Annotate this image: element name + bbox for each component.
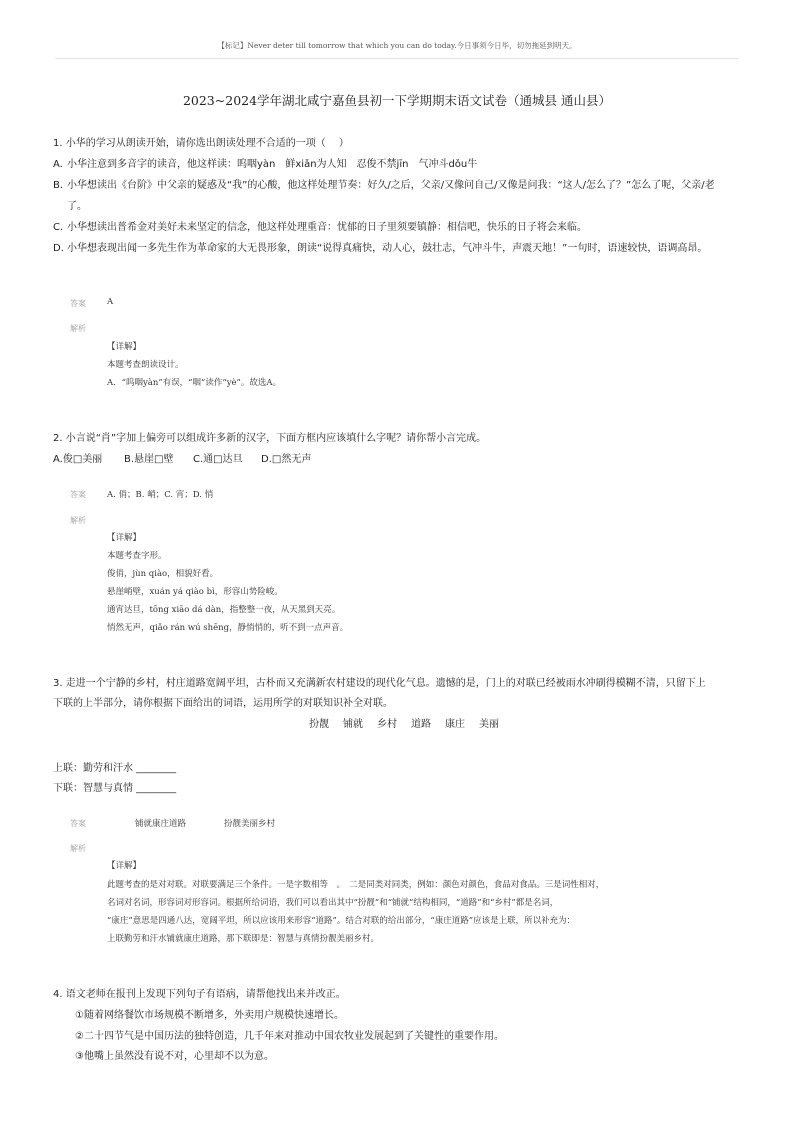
q3-explain-line: 此题考查的是对对联。对联要满足三个条件。一是字数相等 。 二是同类对同类，例如：颜色对颜色，食品对食品。三是词性相对， bbox=[107, 880, 605, 890]
q1-detail-label: 【详解】 bbox=[107, 342, 142, 352]
q4-sentence: ②二十四节气是中国历法的独特创造，几千年来对推动中国农牧业发展起到了关键性的重要作用。 bbox=[75, 1031, 504, 1042]
q3-detail-label: 【详解】 bbox=[107, 861, 142, 871]
option-text: 小华想表现出闻一多先生作为革命家的大无畏形象，朗读“说得真痛快，动人心，鼓壮志，气冲斗牛，声震天地！”一句时，语速较快，语调高昂。 bbox=[67, 243, 708, 254]
word-item: 康庄 bbox=[445, 719, 465, 730]
option-label: B. bbox=[53, 180, 64, 191]
answer-tag: 答案 bbox=[70, 299, 86, 308]
page-motto: 【标记】Never deter till tomorrow that which you can do today.今日事须今日毕，切勿拖延到明天。 bbox=[217, 41, 577, 50]
word-item: 乡村 bbox=[377, 719, 397, 730]
q4-sentence: ①随着网络餐饮市场规模不断增多，外卖用户规模快速增长。 bbox=[75, 1010, 344, 1021]
word-item: 美丽 bbox=[479, 719, 499, 730]
option-label: D. bbox=[53, 243, 64, 254]
q1-explain-line: A．“呜咽yàn”有误，“咽”读作“yè”。故选A。 bbox=[107, 378, 282, 388]
word-item: 道路 bbox=[411, 719, 431, 730]
q3-answer-upper: 铺就康庄道路 bbox=[135, 819, 187, 829]
q1-option-d bbox=[53, 238, 718, 259]
analysis-tag: 解析 bbox=[70, 324, 86, 333]
option-label: A. bbox=[53, 159, 63, 170]
q2-detail-label: 【详解】 bbox=[107, 533, 142, 543]
q3-explain-line: 名词对名词，形容词对形容词。根据所给词语，我们可以看出其中“扮靓”和“铺就”结构相同，“道路”和“乡村”都是名词， bbox=[107, 898, 559, 908]
q3-lower-couplet: 下联：智慧与真情 ________ bbox=[53, 783, 177, 794]
answer-tag: 答案 bbox=[70, 490, 86, 499]
q1-option-c bbox=[53, 217, 718, 238]
q2-explain-line: 本题考查字形。 bbox=[107, 551, 167, 561]
option-label: C. bbox=[53, 222, 64, 233]
q2-option-b: B.悬崖□壁 bbox=[124, 454, 174, 465]
page-title: 2023~2024学年湖北咸宁嘉鱼县初一下学期期末语文试卷（通城县 通山县） bbox=[182, 93, 612, 108]
word-item: 扮靓 bbox=[309, 719, 329, 730]
q3-explain-line: 上联勤劳和汗水铺就康庄道路，那下联即是：智慧与真情扮靓美丽乡村。 bbox=[107, 934, 380, 944]
q3-word-bank bbox=[302, 718, 506, 732]
q3-upper-couplet: 上联：勤劳和汗水 ________ bbox=[53, 763, 177, 774]
q1-option-b bbox=[53, 175, 718, 217]
q1-explain-line: 本题考查朗读设计。 bbox=[107, 360, 184, 370]
header-divider bbox=[55, 58, 739, 59]
q2-explain-line: 俊俏，jùn qiào，相貌好看。 bbox=[107, 569, 219, 579]
q3-stem-line: 下联的上半部分，请你根据下面给出的词语，运用所学的对联知识补全对联。 bbox=[53, 698, 393, 709]
q3-stem-line: 3. 走进一个宁静的乡村，村庄道路宽阔平坦，古朴而又充满新农村建设的现代化气息。遗憾的是，门上的对联已经被雨水冲刷得模糊不清，只留下上 bbox=[53, 678, 706, 689]
analysis-tag: 解析 bbox=[70, 516, 86, 525]
q2-option-c: C.通□达旦 bbox=[193, 454, 243, 465]
q2-answer: A. 俏；B. 峭；C. 宵；D. 悄 bbox=[107, 490, 214, 500]
q1-option-a bbox=[53, 154, 718, 175]
q1-answer: A bbox=[107, 297, 114, 307]
q4-stem: 4. 语文老师在报刊上发现下列句子有语病，请帮他找出来并改正。 bbox=[53, 989, 346, 1000]
q2-option-a: A.俊□美丽 bbox=[53, 454, 103, 465]
q3-explain-line: “康庄”意思是四通八达，宽阔平坦，所以应该用来形容“道路”。结合对联的给出部分，“康庄道路”应该是上联，所以补充为： bbox=[107, 916, 576, 926]
q2-option-d: D.□然无声 bbox=[261, 454, 312, 465]
option-text: 小华注意到多音字的读音，他这样读：呜咽yàn 鲜xiǎn为人知 忍俊不禁jīn 气冲斗dǒu牛 bbox=[67, 159, 478, 170]
q2-explain-line: 悬崖峭壁，xuán yá qiào bì，形容山势险峻。 bbox=[107, 587, 283, 597]
option-text: 小华想读出《台阶》中父亲的疑惑及“我”的心酸，他这样处理节奏：好久/之后，父亲/又像问自己/又像是问我：“这人/怎么了？”怎么了呢，父亲/老了。 bbox=[67, 180, 715, 212]
q4-sentence: ③他嘴上虽然没有说不对，心里却不以为意。 bbox=[75, 1051, 274, 1062]
option-text: 小华想读出普希金对美好未来坚定的信念，他这样处理重音：忧郁的日子里须要镇静：相信吧，快乐的日子将会来临。 bbox=[67, 222, 587, 233]
q2-explain-line: 悄然无声，qiǎo rán wú shēng，静悄悄的，听不到一点声音。 bbox=[107, 623, 349, 633]
analysis-tag: 解析 bbox=[70, 844, 86, 853]
word-item: 铺就 bbox=[343, 719, 363, 730]
q1-stem: 1. 小华的学习从朗读开始，请你选出朗读处理不合适的一项（ ） bbox=[53, 138, 349, 149]
q2-explain-line: 通宵达旦，tōng xiāo dá dàn，指整整一夜，从天黑到天亮。 bbox=[107, 605, 341, 615]
q3-answer-lower: 扮靓美丽乡村 bbox=[224, 819, 276, 829]
q2-stem: 2. 小言说“肖”字加上偏旁可以组成许多新的汉字，下面方框内应该填什么字呢？请你帮小言完成。 bbox=[53, 433, 487, 444]
answer-tag: 答案 bbox=[70, 819, 86, 828]
